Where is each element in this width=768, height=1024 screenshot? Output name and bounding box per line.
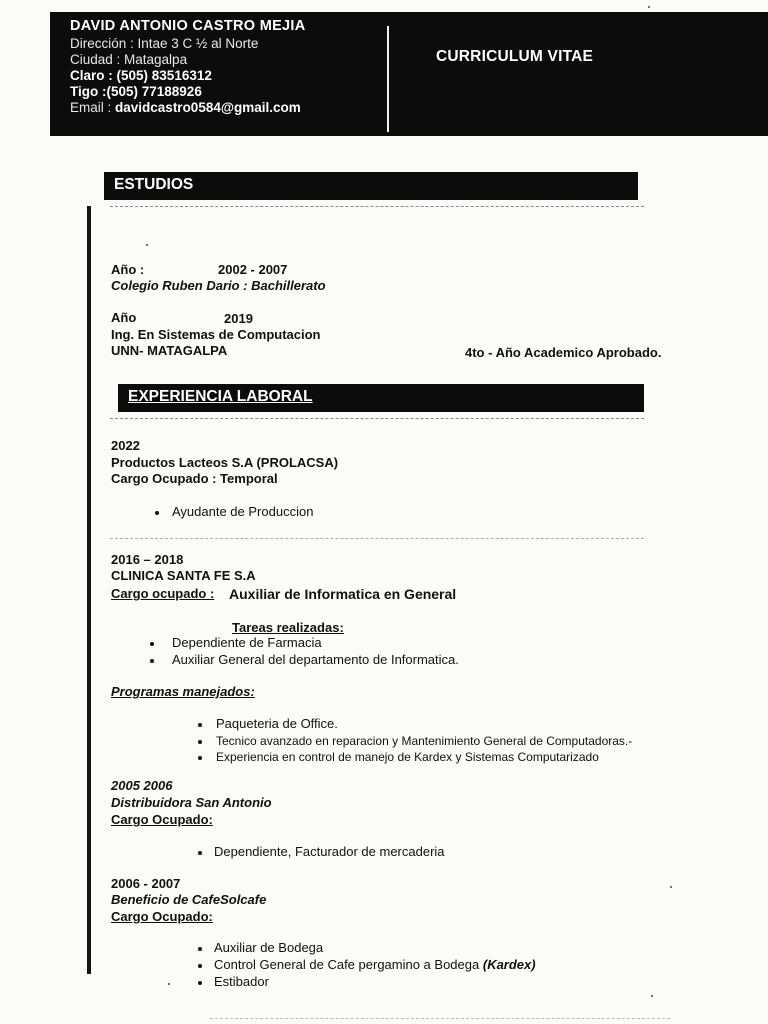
job1-company: Productos Lacteos S.A (PROLACSA) [111,455,339,470]
bullet-icon [198,723,202,727]
claro-number: : (505) 83516312 [108,68,212,83]
section-banner-estudios [104,172,638,200]
job2-tasks-heading: Tareas realizadas: [232,620,344,635]
address-line: Dirección : Intae 3 C ½ al Norte [70,36,259,51]
job2-program: Paqueteria de Office. [216,716,338,731]
job1-duty: Ayudante de Produccion [172,504,314,519]
job2-year: 2016 – 2018 [111,552,184,567]
study1-school: Colegio Ruben Dario : Bachillerato [111,278,326,293]
email-label: Email : [70,100,112,115]
divider-line [110,538,644,539]
scan-speck [651,995,653,997]
job2-position-value: Auxiliar de Informatica en General [229,586,457,602]
document-title: CURRICULUM VITAE [436,48,594,65]
header-divider [387,26,389,132]
scan-speck [168,983,170,985]
scan-speck [670,886,672,888]
section-heading-experiencia: EXPERIENCIA LABORAL [128,388,313,405]
job3-duty: Dependiente, Facturador de mercaderia [214,844,445,859]
job4-duty: Estibador [214,974,269,989]
study2-year: 2019 [224,311,253,326]
job2-programs-heading: Programas manejados: [111,684,255,699]
bullet-icon [198,851,202,855]
job3-year: 2005 2006 [111,778,173,793]
job2-company: CLINICA SANTA FE S.A [111,568,256,583]
applicant-name: DAVID ANTONIO CASTRO MEJIA [70,18,306,34]
bullet-icon [198,947,202,951]
left-margin-bar [87,206,91,974]
job1-position: Cargo Ocupado : Temporal [111,471,278,486]
study2-degree: Ing. En Sistemas de Computacion [111,327,321,342]
divider-line [110,418,644,419]
header-banner [50,12,768,136]
section-banner-experiencia [118,384,644,412]
job2-position-label: Cargo ocupado : [111,586,215,601]
bullet-icon [198,756,202,760]
job4-duty [214,957,536,973]
divider-line [110,206,644,207]
bullet-icon [155,511,159,515]
job4-year: 2006 - 2007 [111,876,181,891]
job4-company: Beneficio de CafeSolcafe [111,892,267,907]
claro-label: Claro [70,68,105,83]
study1-year-label: Año : [111,262,145,277]
study1-years: 2002 - 2007 [218,262,288,277]
scan-speck [146,244,148,246]
bullet-icon [150,659,154,663]
study2-status: 4to - Año Academico Aprobado. [465,345,662,360]
city-line: Ciudad : Matagalpa [70,52,188,67]
job1-year: 2022 [111,438,140,453]
study2-year-label: Año [111,310,137,325]
job4-duty: Auxiliar de Bodega [214,940,324,955]
bullet-icon [198,981,202,985]
job2-task: Dependiente de Farmacia [172,635,322,650]
tigo-phone-line: Tigo :(505) 77188926 [70,84,202,99]
job2-task: Auxiliar General del departamento de Informatica. [172,652,459,667]
bullet-icon [198,740,202,744]
job4-duty-text: Control General de Cafe pergamino a Bodega [214,957,480,972]
bullet-icon [198,964,202,968]
study2-school: UNN- MATAGALPA [111,343,228,358]
job4-duty-emphasis: (Kardex) [482,957,536,972]
email-line [70,100,301,116]
job2-program: Experiencia en control de manejo de Kardex y Sistemas Computarizado [216,750,599,764]
job4-position-label: Cargo Ocupado: [111,909,213,924]
claro-phone-line [70,68,212,84]
bottom-edge-line [210,1018,670,1019]
job2-program: Tecnico avanzado en reparacion y Mantenimiento General de Computadoras.- [216,734,633,748]
scan-speck [648,6,650,8]
section-heading-estudios: ESTUDIOS [114,176,194,193]
job3-company: Distribuidora San Antonio [111,795,272,810]
bullet-icon [150,642,154,646]
job3-position-label: Cargo Ocupado: [111,812,213,827]
email-address: davidcastro0584@gmail.com [115,100,301,115]
